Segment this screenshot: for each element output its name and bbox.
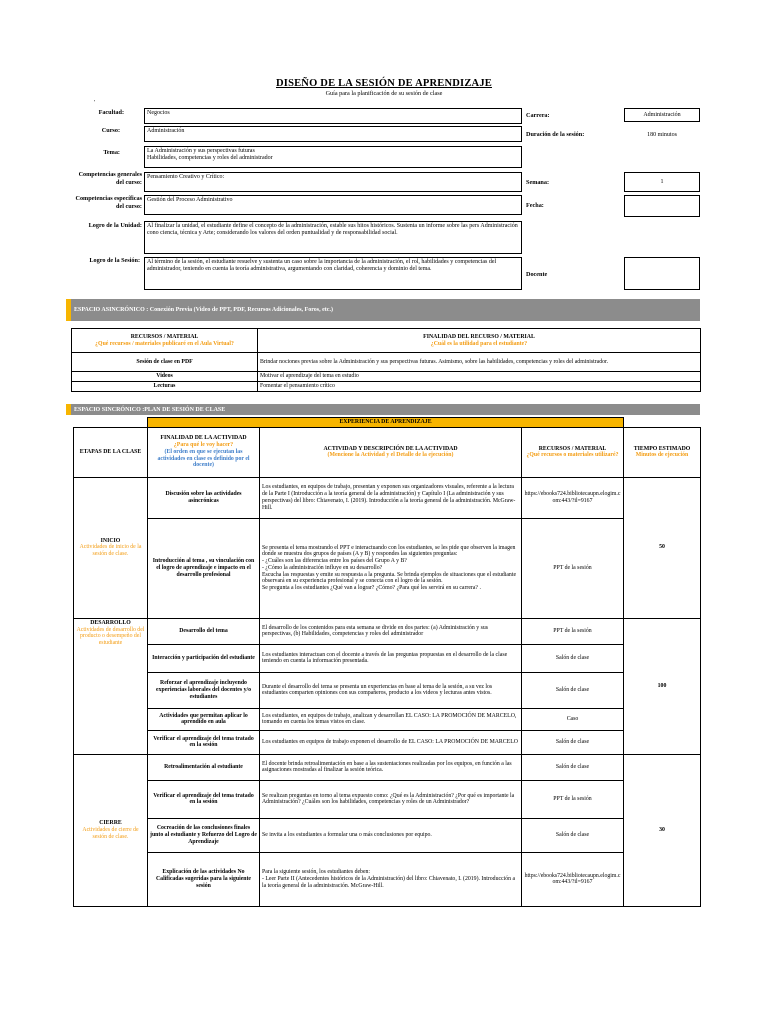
async-col-resources: RECURSOS / MATERIAL ¿Qué recursos / materiales publicaré en el Aula Virtual? [72,329,258,353]
table-row: Interacción y participación del estudiante Los estudiantes interactuan con el docente a través de las preguntas propuestas en el desarrollo de la clase teniendo en cuenta la información presentada. Salón de clase [74,644,701,672]
table-row: DESARROLLO Actividades de desarrollo del producto o desempeño del estudiante Desarrollo del tema El desarrollo de los contenidos para esta semana se divide en dos partes: (a) Administración y sus perspectivas, (b) Habilidades, competencias y roles del administrador PPT de la sesión 100 [74,618,701,644]
table-row: CIERRE Actividades de cierre de sesión de clase. Retroalimentación al estudiante El docente brinda retroalimentación en base a las sustentaciones realizadas por los equipos, en función a las asignaciones mostradas al finalizar la sesión teórica. Salón de clase 30 [74,754,701,780]
stray-mark: ' [94,100,96,106]
table-row: Verificar el aprendizaje del tema tratado en la sesión Los estudiantes en equipos de trabajo exponen el desarrollo de EL CASO: LA PROMOCIÓN DE MARCELO Salón de clase [74,730,701,754]
tema-field[interactable]: La Administración y sus perspectivas futuras Habilidades, competencias y roles del administrador [144,146,522,168]
sync-table [73,417,701,907]
table-row: Videos Motivar el aprendizaje del tema en estudio [72,372,701,382]
comp-gen-label: Competencias generales del curso: [78,171,142,186]
sync-section-heading: ESPACIO SINCRÓNICO :PLAN DE SESIÓN DE CLASE [66,404,700,415]
logro-sesion-label: Logro de la Sesión: [89,257,140,264]
tema-label: Tema: [103,149,120,156]
col-recursos: RECURSOS / MATERIAL ¿Qué recursos o materiales utilizaré? [522,427,624,477]
time-cierre: 30 [624,754,701,906]
table-row: Explicación de las actividades No Calificadas sugeridas para la siguiente sesión Para la siguiente sesión, los estudiantes deben: - Leer Parte II (Antecedentes históricos de la Administración) del libro: Chiavenato, I. (2019). Introducción a la teoría general de la administración. McGraw-Hill. https://ebooks724.bibliotecaupn.elogim.com:443/?il=9167 [74,852,701,906]
page-subtitle: Guía para la planificación de su sesión de clase [325,90,443,97]
table-row: Lecturas Fomentar el pensamiento crítico [72,382,701,392]
stage-desarrollo: DESARROLLO Actividades de desarrollo del producto o desempeño del estudiante [74,618,148,754]
table-row: Introducción al tema , su vinculación con el logro de aprendizaje e impacto en el desarrollo profesional Se presenta el tema mostrando el PPT e interactuando con los estudiantes, se les pide que observen la imagen donde se muestra dos grupos de países (A y B) y respondes las siguientes preguntas: - ¿Cuáles son las diferencias entre los países del Grupo A y B? - ¿Cómo la administración influye en su desarrollo? Escucha las respuestas y emite su respuesta a la pregunta. Se brinda ejemplos de situaciones que el estudiante observará en su experiencia profesional y se conecta con el logro de la sesión. Se pregunta a los estudiantes ¿Qué van a lograr? ¿Cómo? ¿Para qué les servirá en su carrera? . PPT de la sesión [74,518,701,618]
accent-bar [66,404,71,415]
stage-inicio: INICIO Actividades de inicio de la sesión de clase. [74,477,148,618]
table-row: Actividades que permitan aplicar lo aprendido en aula Los estudiantes, en equipos de trabajo, analizan y desarrollan EL CASO: LA PROMOCIÓN DE MARCELO, tomando en cuenta los temas vistos en clase. Caso [74,708,701,730]
docente-label: Docente [526,271,548,278]
page-title: DISEÑO DE LA SESIÓN DE APRENDIZAJE [276,78,492,89]
duracion-field[interactable]: 180 minutos [647,132,677,138]
comp-gen-field[interactable]: Pensamiento Creativo y Crítico: [144,172,522,192]
col-finalidad: FINALIDAD DE LA ACTIVIDAD ¿Para qué le voy hacer? (El orden en que se ejecutan las actividades en clase es definido por el docente) [148,427,260,477]
logro-unidad-field[interactable]: Al finalizar la unidad, el estudiante define el concepto de la administración, estable sus hitos históricos. Sustenta un informe sobre las pers Administración cono ciencia, técnica y Arte; considerando los valores del orden puntualidad y de responsabilidad social. [144,221,522,254]
docente-field[interactable] [624,257,700,290]
stage-cierre: CIERRE Actividades de cierre de sesión de clase. [74,754,148,906]
async-section-heading: ESPACIO ASINCRÓNICO : Conexión Previa (Video de PPT, PDF, Recursos Adicionales, Foros, etc.) [66,299,700,321]
curso-field[interactable]: Administración [144,126,522,142]
accent-bar [66,299,71,321]
facultad-field[interactable]: Negocios [144,108,522,124]
async-table [71,328,701,392]
semana-label: Semana: [526,179,550,186]
experience-header: EXPERIENCIA DE APRENDIZAJE [148,418,624,428]
table-row: Cocreación de las conclusiones finales junto al estudiante y Refuerzo del Logro de Aprendizaje Se invita a los estudiantes a formular una o más conclusiones por equipo. Salón de clase [74,818,701,852]
col-tiempo: TIEMPO ESTIMADO Minutos de ejecución [624,427,701,477]
table-row: Verificar el aprendizaje del tema tratado en la sesión Se realizan preguntas en torno al tema expuesto como: ¿Qué es la Administración? ¿Por qué es importante la Administración? ¿Cuáles son los habilidades, competencias y roles de un Administrador? PPT de la sesión [74,780,701,818]
table-row: Reforzar el aprendizaje incluyendo experiencias laborales del docentes y/o estudiantes Durante el desarrollo del tema se presenta un experiencias en base al tema de la sesión, a su vez los estudiantes comparten opiniones con sus compañeros, producto a los videos y lecturas antes vistos. Salón de clase [74,672,701,708]
carrera-label: Carrera: [526,112,550,119]
async-col-purpose: FINALIDAD DEL RECURSO / MATERIAL ¿Cuál es la utilidad para el estudiante? [258,329,701,353]
facultad-label: Facultad: [98,109,124,116]
time-inicio: 50 [624,477,701,618]
table-row: Sesión de clase en PDF Brindar nociones previas sobre la Administración y sus perspectivas futuras. Asimismo, sobre las habilidades, competencias y roles del administrador. [72,353,701,372]
logro-sesion-field[interactable]: Al término de la sesión, el estudiante resuelve y sustenta un caso sobre la importancia de la administración, el rol, habilidades y competencias del administrador, teniendo en cuenta la teoría administrativa, argumentando con claridad, coherencia y dominio del tema. [144,257,522,290]
time-desarrollo: 100 [624,618,701,754]
duracion-label: Duración de la sesión: [526,131,585,138]
curso-label: Curso: [101,127,120,134]
logro-unidad-label: Logro de la Unidad: [88,222,142,229]
table-row: INICIO Actividades de inicio de la sesión de clase. Discusión sobre las actividades asincrónicas Los estudiantes, en equipos de trabajo, presentan y exponen sus organizadores visuales, referente a la lectura de la Parte I (Introducción a la teoría general de la administración) y Capítulo I (La administración y sus perspectivas) del libro: Chiavenato, I. (2019). Introducción a la teoría general de la administración. McGraw-Hill. https://ebooks724.bibliotecaupn.elogim.com:443/?il=9167 50 [74,477,701,518]
comp-esp-label: Competencias específicas del curso: [75,195,142,210]
fecha-label: Fecha: [526,202,544,209]
col-actividad: ACTIVIDAD Y DESCRIPCIÓN DE LA ACTIVIDAD (Mencione la Actividad y el Detalle de la ejecución) [260,427,522,477]
col-etapas: ETAPAS DE LA CLASE [74,427,148,477]
fecha-field[interactable] [624,195,700,217]
semana-field[interactable]: 1 [624,172,700,192]
comp-esp-field[interactable]: Gestión del Proceso Administrativo [144,195,522,215]
carrera-field[interactable]: Administración [624,108,700,122]
